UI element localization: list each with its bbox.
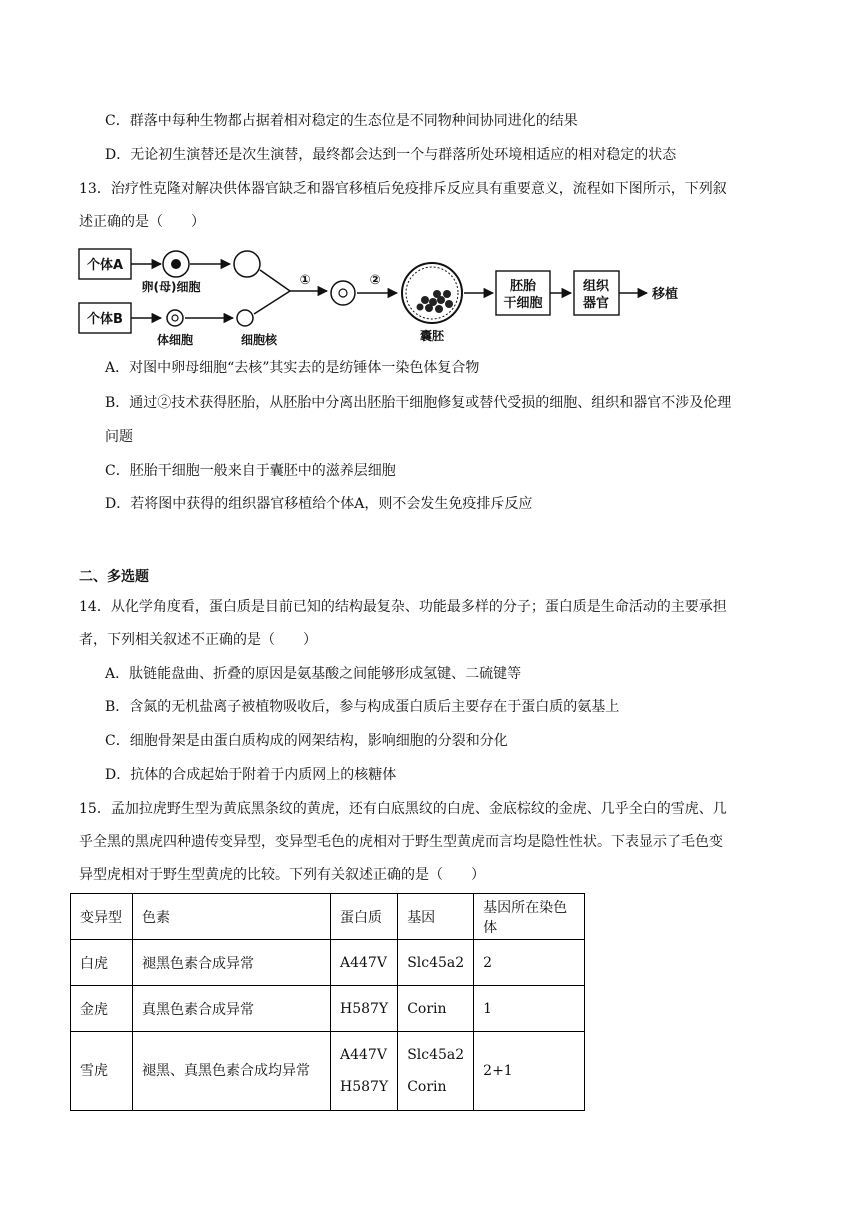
- tissue-label-line1: 组织: [582, 279, 610, 294]
- table-row: [71, 940, 585, 986]
- tissue-label-line2: 器官: [582, 296, 610, 311]
- individual-a-label: 个体A: [86, 258, 124, 273]
- q13-stem-line1: 13．治疗性克隆对解决供体器官缺乏和器官移植后免疫排斥反应具有重要意义，流程如下图所示，下列叙: [79, 181, 727, 197]
- cloning-flow-diagram: [75, 236, 695, 348]
- q14-option-d: D．抗体的合成起始于附着于内质网上的核糖体: [105, 767, 397, 783]
- protein-cell: H587Y: [331, 986, 398, 1032]
- blastocyst-label: 囊胚: [419, 329, 445, 343]
- protein-value: A447V: [340, 1047, 387, 1063]
- somatic-nucleus-icon: [172, 315, 178, 321]
- q15-stem-line3: 异型虎相对于野生型黄虎的比较。下列有关叙述正确的是（ ）: [79, 867, 485, 883]
- nucleus-icon: [237, 310, 253, 326]
- step1-label: ①: [299, 273, 311, 288]
- q13-option-b-line2: 问题: [105, 429, 133, 445]
- esc-label-line1: 胚胎: [509, 279, 537, 294]
- protein-value: H587Y: [340, 1079, 389, 1095]
- q13-option-a: A．对图中卵母细胞“去核”其实去的是纺锤体一染色体复合物: [105, 360, 480, 376]
- q14-option-a: A．肽链能盘曲、折叠的原因是氨基酸之间能够形成氢键、二硫键等: [105, 666, 522, 682]
- chromosome-cell: 2: [474, 940, 585, 986]
- gene-cell: Slc45a2: [398, 940, 474, 986]
- type-cell: 金虎: [71, 986, 133, 1032]
- type-cell: 雪虎: [71, 1032, 133, 1111]
- chromosome-cell: 1: [474, 986, 585, 1032]
- q13-option-b-line1: B．通过②技术获得胚胎，从胚胎中分离出胚胎干细胞修复或替代受损的细胞、组织和器官不涉及伦理: [105, 395, 732, 411]
- q14-stem-line2: 者，下列相关叙述不正确的是（ ）: [79, 632, 317, 648]
- header-cell: 变异型: [71, 894, 133, 940]
- esc-label-line2: 干细胞: [503, 296, 543, 311]
- type-cell: 白虎: [71, 940, 133, 986]
- table-row: [71, 986, 585, 1032]
- q13-option-c: C．胚胎干细胞一般来自于囊胚中的滋养层细胞: [105, 463, 396, 479]
- q13-stem-line2: 述正确的是（ ）: [79, 214, 205, 230]
- step2-label: ②: [369, 273, 381, 288]
- q12-option-d: D．无论初生演替还是次生演替，最终都会达到一个与群落所处环境相适应的相对稳定的状态: [105, 147, 677, 163]
- merge-line-top: [260, 270, 290, 291]
- pigment-cell: 褪黑、真黑色素合成均异常: [133, 1032, 331, 1111]
- tiger-comparison-table: [70, 893, 585, 1111]
- somatic-cell-label: 体细胞: [156, 333, 194, 347]
- q13-option-d: D．若将图中获得的组织器官移植给个体A，则不会发生免疫排斥反应: [105, 496, 533, 512]
- table-row: [71, 1032, 585, 1111]
- protein-cell: A447V: [331, 940, 398, 986]
- transplant-label: 移植: [651, 287, 679, 302]
- q15-stem-line1: 15．孟加拉虎野生型为黄底黑条纹的黄虎，还有白底黑纹的白虎、金底棕纹的金虎、几乎全白的雪虎、几: [79, 801, 727, 817]
- header-cell: 蛋白质: [331, 894, 398, 940]
- egg-nucleus-icon: [171, 259, 181, 269]
- enucleated-egg-icon: [234, 251, 260, 277]
- chromosome-cell: 2+1: [474, 1032, 585, 1111]
- egg-cell-label: 卵(母)细胞: [141, 280, 201, 294]
- header-cell: 基因: [398, 894, 474, 940]
- q15-stem-line2: 乎全黑的黑虎四种遗传变异型，变异型毛色的虎相对于野生型黄虎而言均是隐性性状。下表显示了毛色变: [79, 834, 723, 850]
- header-cell: 色素: [133, 894, 331, 940]
- gene-cell: Corin: [398, 986, 474, 1032]
- reconstructed-nucleus-icon: [339, 289, 347, 297]
- q14-stem-line1: 14．从化学角度看，蛋白质是目前已知的结构最复杂、功能最多样的分子；蛋白质是生命活动的主要承担: [79, 599, 727, 615]
- gene-value: Corin: [407, 1079, 447, 1095]
- individual-b-label: 个体B: [87, 312, 123, 327]
- q14-option-b: B．含氮的无机盐离子被植物吸收后，参与构成蛋白质后主要存在于蛋白质的氨基上: [105, 699, 620, 715]
- nucleus-label: 细胞核: [240, 333, 278, 347]
- blastocyst-icon: [402, 263, 462, 323]
- section-title-multi-choice: 二、多选题: [79, 569, 149, 585]
- gene-cell: [398, 1032, 474, 1111]
- header-cell: 基因所在染色体: [474, 894, 585, 940]
- merge-line-bottom: [254, 291, 290, 314]
- table-header-row: [71, 894, 585, 940]
- pigment-cell: 褪黑色素合成异常: [133, 940, 331, 986]
- q12-option-c: C．群落中每种生物都占据着相对稳定的生态位是不同物种间协同进化的结果: [105, 113, 578, 129]
- q14-option-c: C．细胞骨架是由蛋白质构成的网架结构，影响细胞的分裂和分化: [105, 733, 508, 749]
- protein-cell: [331, 1032, 398, 1111]
- pigment-cell: 真黑色素合成异常: [133, 986, 331, 1032]
- gene-value: Slc45a2: [407, 1047, 465, 1063]
